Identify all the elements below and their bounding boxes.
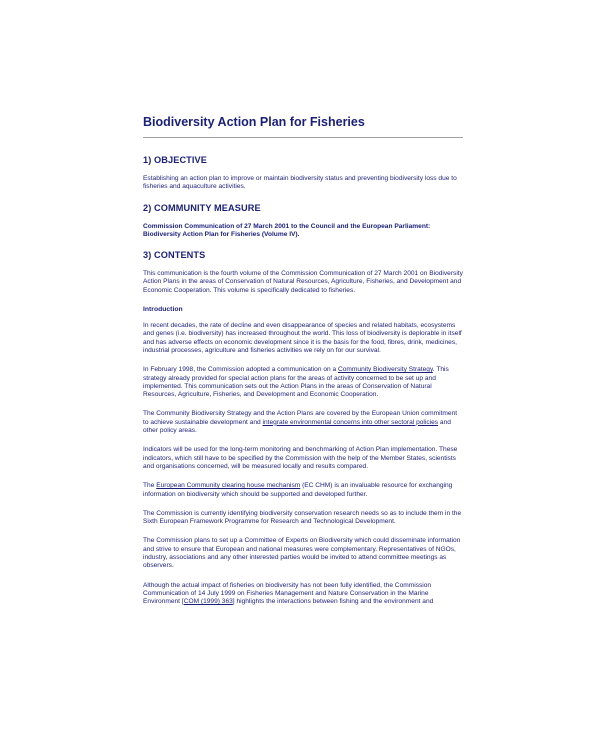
intro-paragraph-3 <box>143 410 463 435</box>
intro-paragraph-6: The Commission is currently identifying biodiversity conservation research needs so as to include them in the Sixth European Framework Programme for Research and Technological Development. <box>143 509 462 526</box>
intro-paragraph-3-end: and other policy areas. <box>143 418 451 435</box>
integrate-environmental-concerns-link[interactable]: integrate environmental concerns into other sectoral policies <box>262 418 439 426</box>
intro-paragraph-4: Indicators will be used for the long-term monitoring and benchmarking of Action Plan implementation. These indicators, which still have to be specified by the Commission with the help of the Member States, scientists and organisations concerned, will be measured locally and results compared. <box>143 446 458 470</box>
contents-heading: 3) CONTENTS <box>143 250 206 261</box>
intro-paragraph-3-start: The Community Biodiversity Strategy and the Action Plans are covered by the European Union commitment to achieve sustainable development and <box>143 410 458 426</box>
community-measure-heading: 2) COMMUNITY MEASURE <box>143 202 261 213</box>
title-divider <box>143 137 463 138</box>
intro-paragraph-2-end: . This strategy already provided for special action plans for the areas of activity concerned to be set up and implemented. This communication sets out the Action Plans in the areas of Conservation of Natural Resources, Agriculture, Fisheries, and Development and Economic Cooperation. <box>143 366 449 399</box>
intro-paragraph-5 <box>143 482 463 499</box>
intro-paragraph-1: In recent decades, the rate of decline and even disappearance of species and related habitats, ecosystems and genes (i.e. biodiversity) has increased throughout the world. This loss of biodiversity is deplorable in itself and has adverse effects on economic development since it is the basis for the food, fibres, drink, medicines, industrial processes, agriculture and fisheries activities we rely on for our survival. <box>143 322 462 354</box>
document-title: Biodiversity Action Plan for Fisheries <box>143 115 365 129</box>
intro-paragraph-8-end: ] highlights the interactions between fishing and the environment and <box>232 598 434 606</box>
clearing-house-mechanism-link[interactable]: European Community clearing house mechanism <box>156 482 301 490</box>
objective-heading: 1) OBJECTIVE <box>143 155 207 165</box>
community-measure-text: Commission Communication of 27 March 2001 to the Council and the European Parliament: Biodiversity Action Plan for Fisheries (Volume IV). <box>143 222 431 238</box>
document-body <box>143 155 463 618</box>
intro-paragraph-2 <box>143 366 463 399</box>
com-1999-363-link[interactable]: COM (1999) 363 <box>183 598 233 606</box>
intro-paragraph-8 <box>143 582 463 607</box>
intro-paragraph-8-start: Although the actual impact of fisheries on biodiversity has not been fully identified, the Commission Communication of 14 July 1999 on Fisheries Management and Nature Conservation in the Marine Environment [ <box>143 581 432 606</box>
intro-paragraph-2-start: In February 1998, the Commission adopted a communication on a <box>143 366 338 374</box>
community-biodiversity-strategy-link[interactable]: Community Biodiversity Strategy <box>338 366 433 374</box>
intro-paragraph-5-start: The <box>143 482 157 490</box>
introduction-heading: Introduction <box>143 306 183 314</box>
intro-paragraph-7: The Commission plans to set up a Committee of Experts on Biodiversity which could disseminate information and strive to ensure that European and national measures were complementary. Representatives of NGOs, industry, associations and any other interested parties would be invited to attend committee meetings as observers. <box>143 537 461 570</box>
intro-paragraph-5-end: (EC CHM) is an invaluable resource for exchanging information on biodiversity which should be supported and developed further. <box>143 482 453 498</box>
contents-text: This communication is the fourth volume of the Commission Communication of 27 March 2001 on Biodiversity Action Plans in the areas of Conservation of Natural Resources, Agriculture, Fisheries, and Development and Economic Cooperation. This volume is specifically dedicated to fisheries. <box>143 270 463 294</box>
objective-text: Establishing an action plan to improve or maintain biodiversity status and preventing biodiversity loss due to fisheries and aquaculture activities. <box>143 175 457 191</box>
